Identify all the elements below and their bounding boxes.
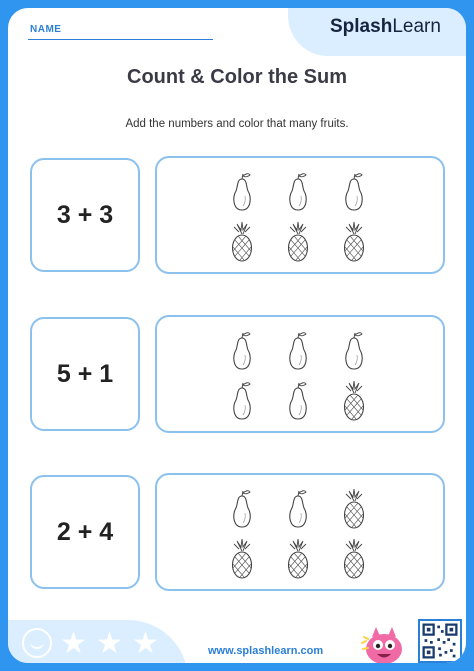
smiley-icon: [22, 628, 52, 658]
splashlearn-logo: SplashLearn: [330, 16, 441, 37]
name-label: NAME: [30, 24, 62, 35]
footer-url[interactable]: www.splashlearn.com: [208, 645, 324, 657]
pineapple-icon[interactable]: [229, 220, 255, 264]
instructions: Add the numbers and color that many fruits.: [125, 118, 349, 130]
pineapple-icon[interactable]: [341, 537, 367, 581]
worksheet-page: [8, 8, 466, 663]
pear-icon[interactable]: [285, 379, 311, 423]
star-icon: ★: [96, 627, 123, 660]
problem-2-expression: 5 + 1: [30, 317, 140, 431]
problem-3-expression: 2 + 4: [30, 475, 140, 589]
name-field-line[interactable]: [28, 39, 213, 40]
problem-3-fruit-box: [155, 473, 445, 591]
pear-icon[interactable]: [285, 329, 311, 373]
star-icon: ★: [132, 627, 159, 660]
problem-1-expression: 3 + 3: [30, 158, 140, 272]
pineapple-icon[interactable]: [285, 537, 311, 581]
pineapple-icon[interactable]: [229, 537, 255, 581]
page-title: Count & Color the Sum: [127, 66, 347, 88]
pear-icon[interactable]: [285, 170, 311, 214]
mascot-icon: [360, 623, 408, 663]
pear-icon[interactable]: [229, 329, 255, 373]
pear-icon[interactable]: [285, 487, 311, 531]
pear-icon[interactable]: [341, 329, 367, 373]
pear-icon[interactable]: [229, 487, 255, 531]
pear-icon[interactable]: [229, 379, 255, 423]
pineapple-icon[interactable]: [341, 220, 367, 264]
star-icon: ★: [60, 627, 87, 660]
pineapple-icon[interactable]: [341, 379, 367, 423]
problem-1-fruit-box: [155, 156, 445, 274]
pineapple-icon[interactable]: [285, 220, 311, 264]
pear-icon[interactable]: [341, 170, 367, 214]
qr-code-icon[interactable]: [418, 619, 462, 663]
problem-2-fruit-box: [155, 315, 445, 433]
pineapple-icon[interactable]: [341, 487, 367, 531]
pear-icon[interactable]: [229, 170, 255, 214]
